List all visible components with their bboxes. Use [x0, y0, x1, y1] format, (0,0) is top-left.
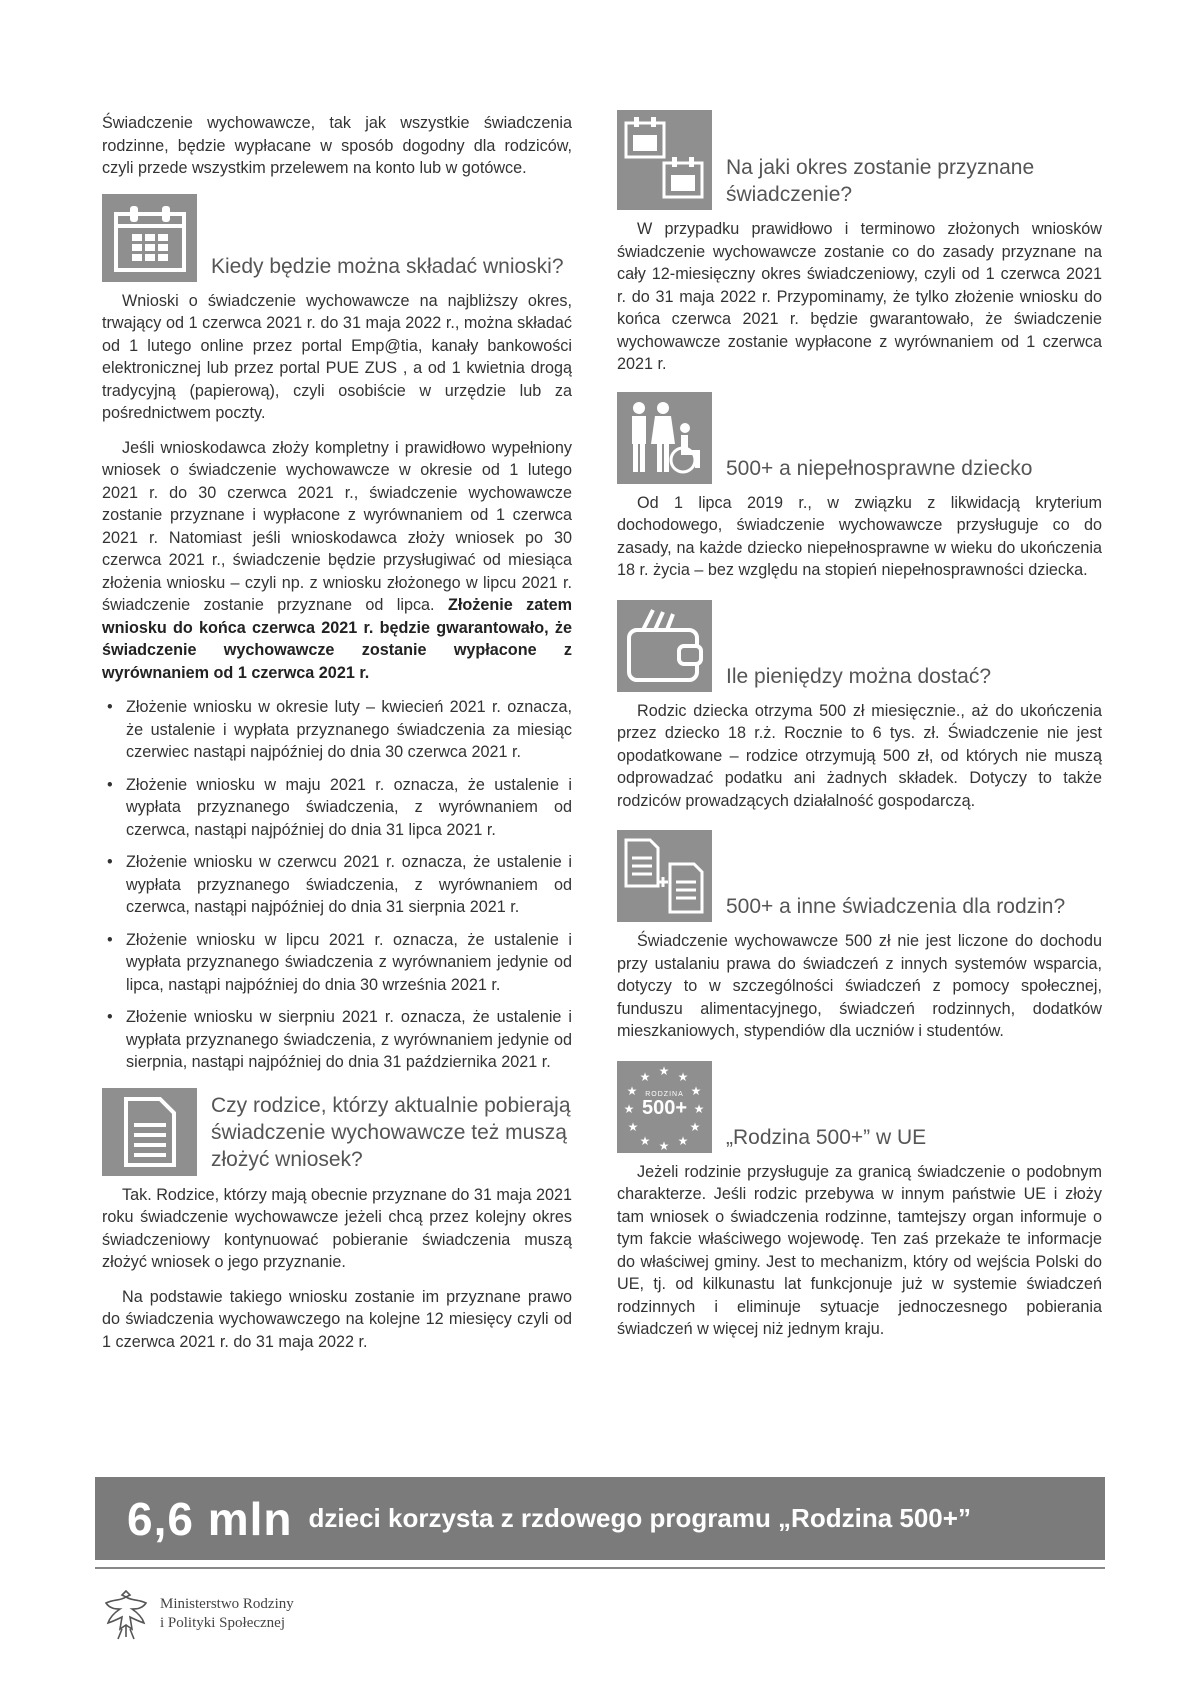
svg-text:★: ★	[627, 1119, 639, 1134]
when-paragraph-2: Jeśli wnioskodawca złoży kompletny i prawidłowo wypełniony wniosek o świadczenie wychowawcze w okresie od 1 lutego 2021 r. do 30 czerwca 2021 r., świadczenie wychowawcze zostanie przyznane i wypłacone z wyrównaniem od 1 czerwca 2021 r. Natomiast jeśli wnioskodawca złoży wniosek po 30 czerwca 2021 r., świadczenie będzie przysługiwać od miesiąca złożenia wniosku – czyli np. z wniosku złożonego w lipcu 2021 r. świadczenie zostanie przyznane od lipca. Złożenie zatem wniosku do końca czerwca 2021 r. będzie gwarantowało, że świadczenie wychowawcze zostanie wypłacone z wyrównaniem od 1 czerwca 2021 r.	[102, 438, 572, 682]
ministry-name-line2: i Polityki Społecznej	[160, 1615, 285, 1631]
stat-banner	[95, 1477, 1105, 1560]
list-item: • Złożenie wniosku w okresie luty – kwiecień 2021 r. oznacza, że ustalenie i wypłata przyznanego świadczenia za miesiąc czerwiec nastąpi najpóźniej do dnia 30 czerwca 2021 r.	[102, 696, 572, 764]
section-header-eu	[617, 1061, 1102, 1153]
svg-text:★: ★	[639, 1069, 651, 1084]
section-title-period: Na jaki okres zostanie przyznane świadczenie?	[726, 156, 1035, 206]
svg-text:★: ★	[623, 1101, 635, 1116]
section-title-current: Czy rodzice, którzy aktualnie pobierają świadczenie wychowawcze też muszą złożyć wniosek?	[211, 1093, 571, 1171]
right-column	[617, 110, 1102, 1353]
section-header-when	[102, 194, 572, 282]
period-paragraph: W przypadku prawidłowo i terminowo złożonych wniosków świadczenie wychowawcze zostanie co do zasady przyznane na cały 12-miesięczny okres świadczeniowy, czyli od 1 czerwca 2021 r. do 31 maja 2022 r. Przypominamy, że tylko złożenie wniosku do końca czerwca 2021 r. będzie gwarantowało, że świadczenie wychowawcze zostanie wypłacone z wyrównaniem od 1 czerwca 2021 r.	[617, 220, 1102, 373]
list-item: • Złożenie wniosku w lipcu 2021 r. oznacza, że ustalenie i wypłata przyznanego świadczenia z wyrównaniem jedynie od lipca, nastąpi najpóźniej do dnia 30 września 2021 r.	[102, 929, 572, 997]
intro-paragraph: Świadczenie wychowawcze, tak jak wszystkie świadczenia rodzinne, będzie wypłacane w sposób dogodny dla rodziców, czyli przede wszystkim przelewem na konto lub w gotówce.	[102, 114, 572, 177]
stat-number: 6,6 mln	[127, 1492, 293, 1545]
left-column	[102, 112, 572, 1365]
section-header-period	[617, 110, 1102, 210]
calendar-icon	[102, 194, 197, 282]
eu-logo-big-text: 500+	[641, 1097, 688, 1119]
section-header-disabled	[617, 392, 1102, 484]
stat-text: dzieci korzysta z rzdowego programu „Rodzina 500+”	[308, 1503, 971, 1533]
when-paragraph-1: Wnioski o świadczenie wychowawcze na najbliższy okres, trwający od 1 czerwca 2021 r. do 31 maja 2022 r., można składać od 1 lutego online przez portal Emp@tia, kanały bankowości elektronicznej lub przez portal PUE ZUS , a od 1 kwietnia drogą tradycyjną (papierową), czyli osobiście w urzędzie lub za pośrednictwem poczty.	[102, 291, 572, 422]
svg-text:★: ★	[658, 1138, 670, 1153]
svg-text:★: ★	[689, 1119, 701, 1134]
current-paragraph-2: Na podstawie takiego wniosku zostanie im przyznane prawo do świadczenia wychowawczego na kolejne 12 miesięcy czyli od 1 czerwca 2021 r. do 31 maja 2022 r.	[102, 1287, 572, 1351]
ministry-logo	[100, 1585, 294, 1643]
family-wheelchair-icon	[617, 392, 712, 484]
section-title-eu: „Rodzina 500+” w UE	[726, 1125, 927, 1149]
section-title-amount: Ile pieniędzy można dostać?	[726, 664, 991, 688]
section-title-when: Kiedy będzie można składać wnioski?	[211, 254, 564, 278]
amount-paragraph: Rodzic dziecka otrzyma 500 zł miesięcznie., aż do ukończenia przez dziecko 18 r.ż. Rocznie to 6 tys. zł. Świadczenie nie jest opodatkowane – rodzice otrzymują 500 zł, od których nie muszą odprowadzać podatku ani żadnych składek. Dotyczy to także rodziców prowadzących działalność gospodarczą.	[617, 701, 1102, 810]
wallet-icon	[617, 600, 712, 692]
list-item: • Złożenie wniosku w sierpniu 2021 r. oznacza, że ustalenie i wypłata przyznanego świadczenia, z wyrównaniem jedynie od sierpnia, nastąpi najpóźniej do dnia 31 października 2021 r.	[102, 1006, 572, 1074]
svg-text:★: ★	[626, 1083, 638, 1098]
eu-rodzina-logo	[617, 1061, 712, 1153]
when-bold-note: Złożenie zatem wniosku do końca czerwca 2021 r. będzie gwarantowało, że świadczenie wychowawcze zostanie wypłacone z wyrównaniem od 1 czerwca 2021 r.	[102, 596, 572, 682]
eu-logo-small-text: RODZINA	[645, 1091, 684, 1098]
svg-text:★: ★	[677, 1069, 689, 1084]
other-paragraph: Świadczenie wychowawcze 500 zł nie jest liczone do dochodu przy ustalaniu prawa do świadczeń z innych systemów wsparcia, dotyczy to w szczególności świadczeń z pomocy społecznej, funduszu alimentacyjnego, świadczeń rodzinnych, dodatków mieszkaniowych, stypendiów dla uczniów i studentów.	[617, 932, 1102, 1040]
section-header-current	[102, 1088, 572, 1176]
current-paragraph-1: Tak. Rodzice, którzy mają obecnie przyznane do 31 maja 2021 roku świadczenie wychowawcze jeżeli chcą przez kolejny okres świadczeniowy kontynuować pobieranie świadczenia muszą złożyć wniosek o jego przyznanie.	[102, 1185, 572, 1271]
section-header-amount	[617, 600, 1102, 692]
section-title-other: 500+ a inne świadczenia dla rodzin?	[726, 895, 1066, 918]
section-title-disabled: 500+ a niepełnosprawne dziecko	[726, 456, 1033, 480]
list-item: • Złożenie wniosku w maju 2021 r. oznacza, że ustalenie i wypłata przyznanego świadczenia, z wyrównaniem od czerwca, nastąpi najpóźniej do dnia 31 lipca 2021 r.	[102, 774, 572, 842]
disabled-paragraph: Od 1 lipca 2019 r., w związku z likwidacją kryterium dochodowego, świadczenie wychowawcze przysługuje co do zasady, na każde dziecko niepełnosprawne w wieku do ukończenia 18 r. życia – bez względu na stopień niepełnosprawności dziecka.	[617, 493, 1102, 579]
eagle-emblem-icon	[100, 1585, 152, 1643]
deadline-list	[102, 696, 572, 1074]
footer-divider	[95, 1567, 1105, 1569]
svg-text:★: ★	[658, 1063, 670, 1078]
section-header-other	[617, 830, 1102, 922]
svg-text:★: ★	[690, 1083, 702, 1098]
ministry-name-line1: Ministerstwo Rodziny	[160, 1596, 294, 1612]
svg-text:★: ★	[677, 1133, 689, 1148]
eu-paragraph: Jeżeli rodzinie przysługuje za granicą świadczenie o podobnym charakterze. Jeśli rodzic przebywa w innym państwie UE i złoży tam wniosek o świadczenia rodzinne, tamtejszy organ informuje o tym fakcie właściwego wojewodę. Ten zaś przekaże te informacje do właściwej gminy. Jest to mechanizm, który od wejścia Polski do UE, tj. od kilkunastu lat funkcjonuje już w systemie świadczeń rodzinnych i eliminuje sytuacje jednoczesnego pobierania świadczeń w więcej niż jednym kraju.	[617, 1162, 1102, 1338]
svg-text:★: ★	[693, 1101, 705, 1116]
svg-text:★: ★	[639, 1133, 651, 1148]
calendar-pair-icon	[617, 110, 712, 210]
documents-plus-icon	[617, 830, 712, 922]
list-item: • Złożenie wniosku w czerwcu 2021 r. oznacza, że ustalenie i wypłata przyznanego świadczenia, z wyrównaniem od czerwca, nastąpi najpóźniej do dnia 31 sierpnia 2021 r.	[102, 851, 572, 919]
document-icon	[102, 1088, 197, 1176]
